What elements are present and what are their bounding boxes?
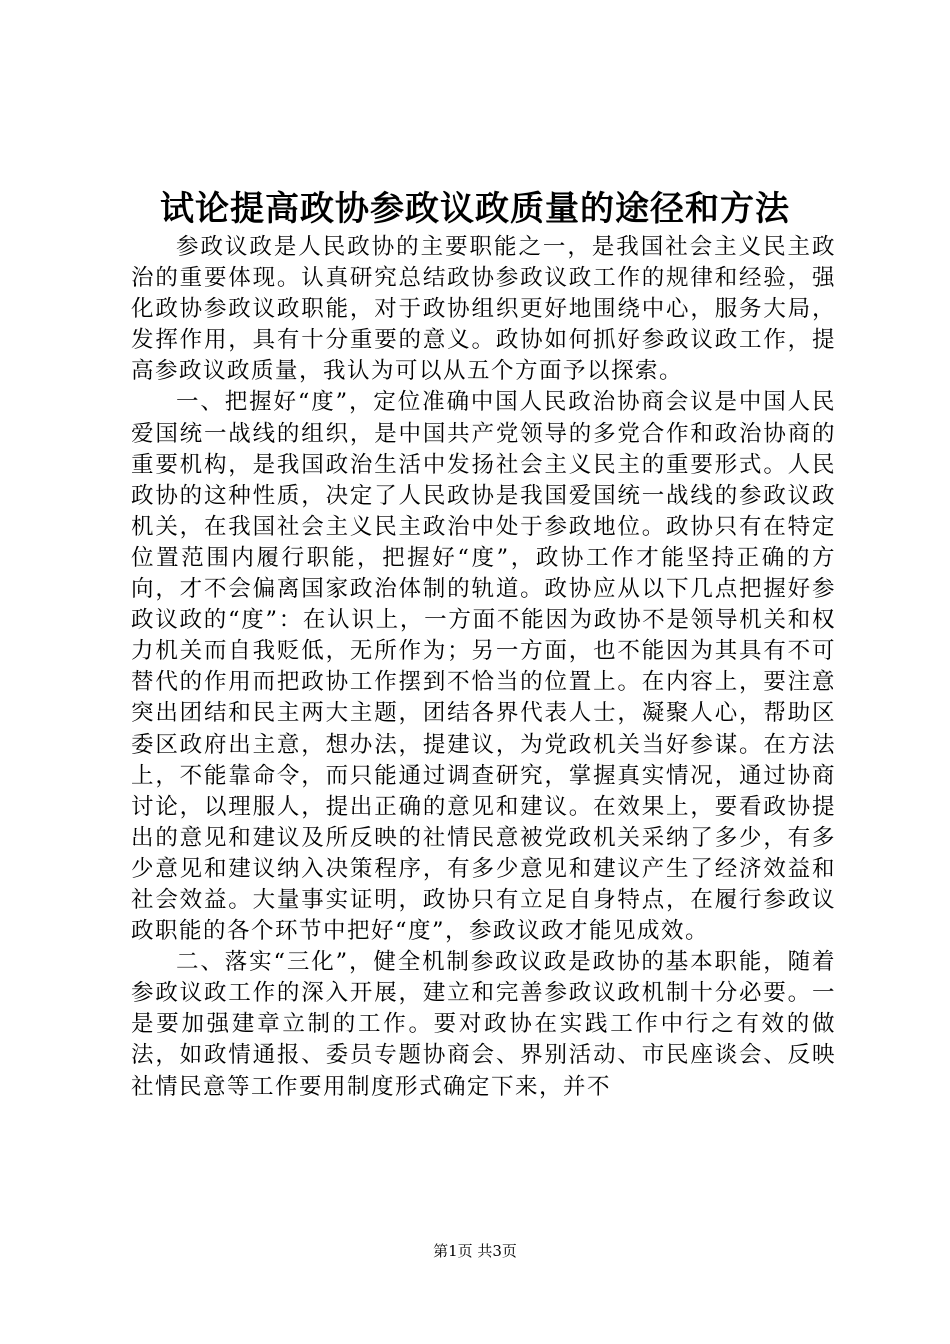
page-number-footer: 第1页 共3页 xyxy=(433,1242,517,1260)
document-title: 试论提高政协参政议政质量的途径和方法 xyxy=(160,189,790,229)
paragraph-section-two: 二、落实“三化”，健全机制参政议政是政协的基本职能，随着参政议政工作的深入开展，建立和完善参政议政机制十分必要。一是要加强建章立制的工作。要对政协在实践工作中行之有效的做法，如政情通报、委员专题协商会、界别活动、市民座谈会、反映社情民意等工作要用制度形式确定下来，并不 xyxy=(131,949,836,1100)
paragraph-intro: 参政议政是人民政协的主要职能之一，是我国社会主义民主政治的重要体现。认真研究总结政协参政议政工作的规律和经验，强化政协参政议政职能，对于政协组织更好地围绕中心，服务大局，发挥作用，具有十分重要的意义。政协如何抓好参政议政工作，提高参政议政质量，我认为可以从五个方面予以探索。 xyxy=(131,234,836,385)
paragraph-section-one: 一、把握好“度”，定位准确中国人民政治协商会议是中国人民爱国统一战线的组织，是中国共产党领导的多党合作和政治协商的重要机构，是我国政治生活中发扬社会主义民主的重要形式。人民政协的这种性质，决定了人民政协是我国爱国统一战线的参政议政机关，在我国社会主义民主政治中处于参政地位。政协只有在特定位置范围内履行职能，把握好“度”，政协工作才能坚持正确的方向，才不会偏离国家政治体制的轨道。政协应从以下几点把握好参政议政的“度”：在认识上，一方面不能因为政协不是领导机关和权力机关而自我贬低，无所作为；另一方面，也不能因为其具有不可替代的作用而把政协工作摆到不恰当的位置上。在内容上，要注意突出团结和民主两大主题，团结各界代表人士，凝聚人心，帮助区委区政府出主意，想办法，提建议，为党政机关当好参谋。在方法上，不能靠命令，而只能通过调查研究，掌握真实情况，通过协商讨论，以理服人，提出正确的意见和建议。在效果上，要看政协提出的意见和建议及所反映的社情民意被党政机关采纳了多少，有多少意见和建议纳入决策程序，有多少意见和建议产生了经济效益和社会效益。大量事实证明，政协只有立足自身特点，在履行参政议政职能的各个环节中把好“度”，参政议政才能见成效。 xyxy=(131,389,836,945)
document-body xyxy=(131,232,836,1103)
